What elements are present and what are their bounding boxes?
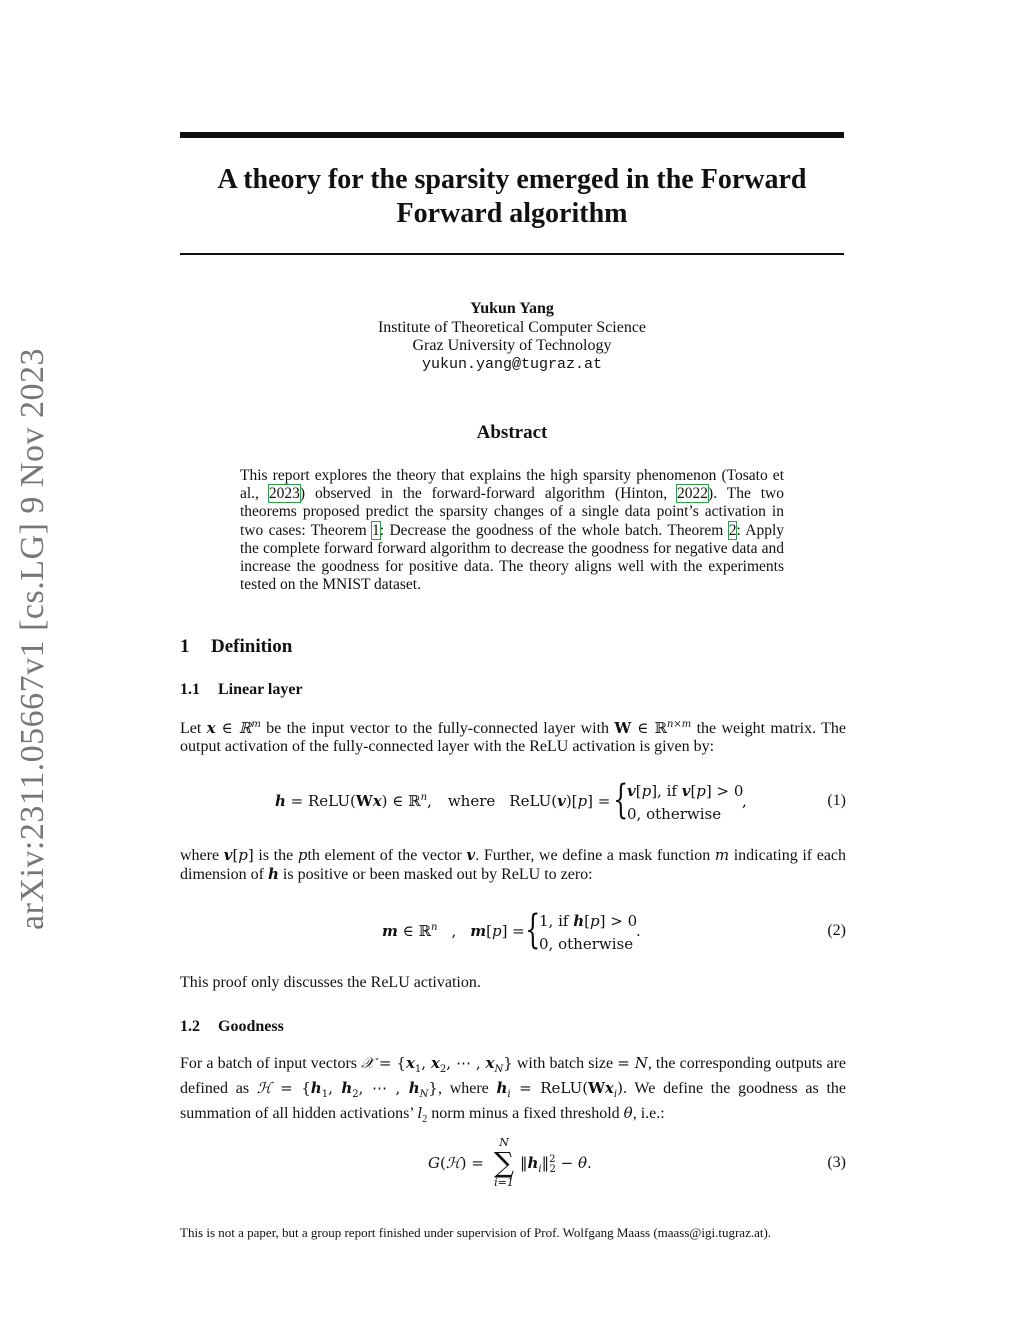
para-text: be the input vector to the fully-connected layer with	[260, 720, 615, 737]
abstract-text: This report explores the theory that explains the high sparsity phenomenon (Tosato et al.,	[240, 467, 784, 503]
paper-title	[180, 163, 844, 231]
subsection-number: 1.1	[180, 681, 200, 698]
title-line-2: Forward algorithm	[396, 198, 628, 229]
math-inline: x ∈ ℝ$^m$	[206, 719, 261, 737]
equation-2-body: m ∈ ℝ$^n$ , m[p] =	[382, 922, 525, 940]
subsection-title: Linear layer	[218, 681, 303, 698]
case-otherwise: otherwise	[646, 805, 722, 823]
para-text: the weight matrix. The output activation of the fully-connected layer with the ReLU activation is given by:	[180, 720, 846, 755]
para-text: , where	[437, 1080, 497, 1097]
abstract-text: ) observed in the forward-forward algorithm (Hinton,	[299, 485, 678, 503]
math-inline: W ∈ ℝ$^{n\times m}$	[614, 719, 692, 737]
section-heading	[180, 636, 292, 658]
equation-number: (1)	[827, 792, 846, 809]
equation-3	[180, 1136, 846, 1194]
abstract-body	[240, 467, 784, 594]
author-email[interactable]: yukun.yang@tugraz.at	[421, 355, 603, 373]
section-title: Definition	[211, 636, 293, 657]
title-top-rule	[180, 132, 844, 138]
para-text: Let	[180, 720, 207, 737]
case-if: if	[666, 782, 677, 800]
section-number: 1	[180, 636, 190, 657]
subsection-heading-linear	[180, 681, 303, 699]
abstract-text: ). The two theorems proposed predict the sparsity changes of a single data point’s activation in two cases: Theorem	[240, 485, 784, 539]
author-affiliation-2: Graz University of Technology	[412, 337, 612, 354]
arxiv-identifier[interactable]: arXiv:2311.05667v1 [cs.LG] 9 Nov 2023	[14, 348, 51, 930]
para-text: indicating if each dimension of	[180, 847, 847, 883]
theorem-link-1[interactable]: 1	[372, 521, 380, 539]
paragraph-relu-note: This proof only discusses the ReLU activation.	[180, 974, 481, 991]
case-if: if	[558, 912, 569, 930]
footnote: This is not a paper, but a group report finished under supervision of Prof. Wolfgang Maass (maass@igi.tugraz.at).	[180, 1225, 772, 1240]
paragraph-linear-layer	[180, 716, 846, 756]
abstract-heading: Abstract	[476, 422, 548, 443]
paragraph-mask: where v[p] is the pth element of the vector v. Further, we define a mask function m indicating if each dimension of h is positive or been masked out by ReLU to zero:	[180, 846, 847, 883]
equation-1: h = ReLU(Wx) ∈ ℝ$^n$, where ReLU(v)[p] = { v[p], if v[p] > 0 0, otherwise , (1)	[180, 778, 846, 826]
para-text: th element of the vector	[307, 847, 467, 864]
para-text: . We define the goodness as the summation of all hidden activations’	[180, 1080, 847, 1122]
author-name: Yukun Yang	[470, 300, 554, 317]
theorem-link-2[interactable]: 2	[728, 521, 737, 539]
citation-link-tosato[interactable]: 2023	[268, 485, 300, 503]
para-text: . Further, we define a mask function	[475, 847, 715, 864]
abstract-text: : Apply the complete forward forward algorithm to decrease the goodness for negative data and increase the goodness for positive data. The theory aligns well with the experiments tested on the MNIST dataset.	[240, 521, 785, 594]
title-bottom-rule	[180, 253, 844, 255]
para-text: norm minus a fixed threshold	[427, 1105, 624, 1122]
para-text: with batch size	[512, 1055, 618, 1072]
equation-number: (3)	[827, 1154, 846, 1171]
equation-where: where	[447, 792, 496, 810]
title-line-1: A theory for the sparsity emerged in the Forward	[217, 164, 807, 195]
para-text: is positive or been masked out by ReLU to zero:	[278, 866, 593, 883]
subsection-heading-goodness	[180, 1018, 284, 1036]
para-text: , i.e.:	[632, 1105, 665, 1122]
paragraph-goodness: For a batch of input vectors 𝒳 = {$x_1$, $x_2$, ⋯ , $x_N$} with batch size = N, the corresponding outputs are defined as ℋ = {$h_1$, $h_2$, ⋯ , $h_N$}, where $h_i$ = $ReLU(Wx_i)$. We define the goodness as the summation of all hidden activations’ $l_2$ norm minus a fixed threshold θ, i.e.:	[180, 1054, 847, 1126]
equation-3-rhs: $‖h_i‖^2_2 - \theta$.	[520, 1154, 592, 1175]
para-text: , the corresponding outputs are defined as	[180, 1055, 847, 1097]
para-text: For a batch of input vectors	[180, 1055, 362, 1072]
para-text: is the	[253, 847, 298, 864]
equation-3-sum: N ∑ i=1	[494, 1136, 514, 1189]
subsection-title: Goodness	[218, 1018, 284, 1035]
equation-2-cases: 1, if h[p] > 0 0, otherwise	[539, 912, 638, 953]
equation-number: (2)	[827, 922, 846, 939]
equation-1-cases: v[p], if v[p] > 0 0, otherwise	[627, 782, 744, 823]
equation-1-body: h = ReLU(Wx) ∈ ℝ$^n$, where ReLU(v)[p] =	[275, 792, 611, 810]
case-otherwise: otherwise	[558, 935, 634, 953]
author-block	[180, 300, 844, 374]
equation-3-lhs: G(ℋ) =	[428, 1154, 484, 1172]
equation-2: m ∈ ℝ$^n$ , m[p] = { 1, if h[p] > 0 0, otherwise . (2)	[180, 908, 846, 956]
subsection-number: 1.2	[180, 1018, 200, 1035]
abstract-text: : Decrease the goodness of the whole batch. Theorem	[379, 521, 729, 539]
para-text: where	[180, 847, 224, 864]
citation-link-hinton[interactable]: 2022	[677, 485, 709, 503]
author-affiliation-1: Institute of Theoretical Computer Science	[377, 318, 647, 336]
equation-brace: {	[525, 907, 541, 953]
equation-brace: {	[613, 777, 629, 823]
